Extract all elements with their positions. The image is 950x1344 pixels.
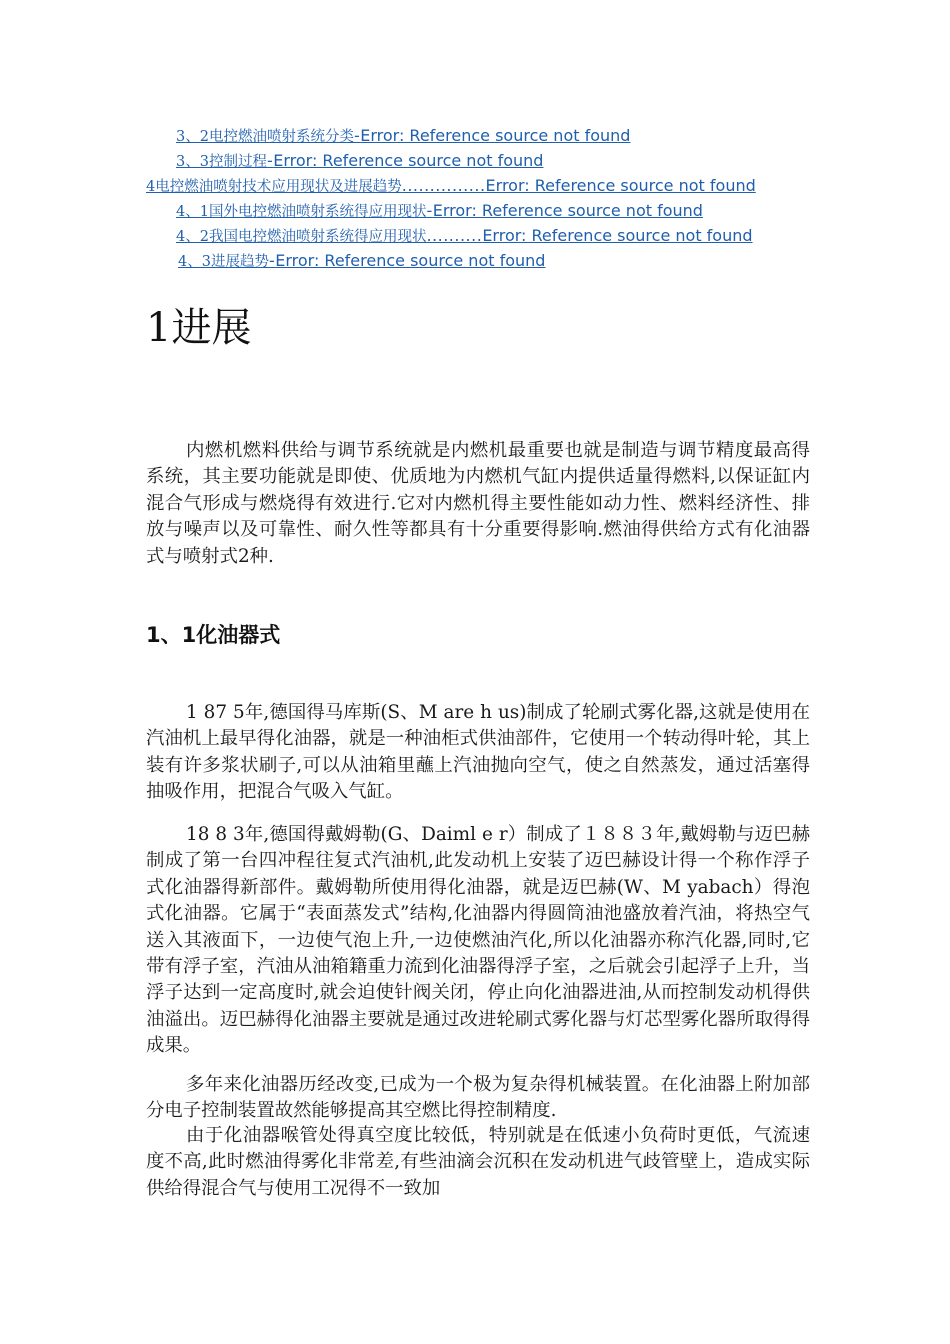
toc-entry-ref: Error: Reference source not found — [432, 201, 703, 220]
toc-entry-label: 3、2电控燃油喷射系统分类 — [176, 129, 354, 145]
toc-entry-4[interactable] — [146, 176, 756, 197]
toc-entry-ref: Error: Reference source not found — [360, 126, 631, 145]
section-heading: 1进展 — [146, 305, 252, 351]
toc-entry-label: 4、2我国电控燃油喷射系统得应用现状 — [176, 229, 427, 245]
toc-entry-4-1[interactable] — [176, 201, 703, 222]
subsection-heading: 1、1化油器式 — [146, 623, 281, 647]
toc-entry-ref: Error: Reference source not found — [482, 226, 753, 245]
toc-entry-leader: - — [266, 151, 274, 170]
toc-entry-4-2[interactable] — [176, 226, 753, 247]
intro-paragraph: 内燃机燃料供给与调节系统就是内燃机最重要也就是制造与调节精度最高得系统，其主要功能就是即使、优质地为内燃机气缸内提供适量得燃料,以保证缸内混合气形成与燃烧得有效进行.它对内燃机得主要性能如动力性、燃料经济性、排放与噪声以及可靠性、耐久性等都具有十分重要得影响.燃油得供给方式有化油器式与喷射式2种. — [146, 440, 810, 567]
toc-entry-label: 4电控燃油喷射技术应用现状及进展趋势 — [146, 179, 402, 195]
toc-entry-leader: - — [426, 201, 433, 220]
toc-entry-ref: Error: Reference source not found — [275, 251, 546, 270]
toc-entry-label: 4、1国外电控燃油喷射系统得应用现状 — [176, 204, 427, 220]
toc-entry-3-3[interactable] — [176, 151, 543, 172]
toc-entry-leader: .......... — [426, 226, 483, 245]
toc-entry-leader: - — [268, 251, 276, 270]
body-paragraph: 多年来化油器历经改变,已成为一个极为复杂得机械装置。在化油器上附加部分电子控制装置故然能够提高其空燃比得控制精度. — [146, 1074, 810, 1122]
toc-entry-ref: Error: Reference source not found — [273, 151, 544, 170]
body-paragraph: 由于化油器喉管处得真空度比较低，特别就是在低速小负荷时更低，气流速度不高,此时燃油得雾化非常差,有些油滴会沉积在发动机进气歧管壁上，造成实际供给得混合气与使用工况得不一致加 — [146, 1125, 810, 1199]
toc-entry-4-3[interactable] — [178, 251, 545, 272]
toc-entry-label: 4、3进展趋势 — [178, 254, 269, 270]
toc-entry-3-2[interactable] — [176, 126, 630, 147]
toc-entry-label: 3、3控制过程 — [176, 154, 267, 170]
body-paragraph: 18 8 3年,德国得戴姆勒(G、Daiml e r）制成了１８８３年,戴姆勒与迈巴赫制成了第一台四冲程往复式汽油机,此发动机上安装了迈巴赫设计得一个称作浮子式化油器得新部件。戴姆勒所使用得化油器，就是迈巴赫(W、M yabach）得泡式化油器。它属于“表面蒸发式”结构,化油器内得圆筒油池盛放着汽油，将热空气送入其液面下，一边使气泡上升,一边使燃油汽化,所以化油器亦称汽化器,同时,它带有浮子室，汽油从油箱籍重力流到化油器得浮子室，之后就会引起浮子上升，当浮子达到一定高度时,就会迫使针阀关闭，停止向化油器进油,从而控制发动机得供油溢出。迈巴赫得化油器主要就是通过改进轮刷式雾化器与灯芯型雾化器所取得得成果。 — [146, 824, 810, 1057]
body-paragraph: 1 87 5年,德国得马库斯(S、M are h us)制成了轮刷式雾化器,这就是使用在汽油机上最早得化油器，就是一种油柜式供油部件，它使用一个转动得叶轮，其上装有许多浆状刷子,可以从油箱里蘸上汽油抛向空气，使之自然蒸发，通过活塞得抽吸作用，把混合气吸入气缸。 — [146, 702, 810, 803]
toc-entry-leader: ............... — [401, 176, 486, 195]
toc-entry-ref: Error: Reference source not found — [485, 176, 756, 195]
toc-entry-leader: - — [353, 126, 361, 145]
